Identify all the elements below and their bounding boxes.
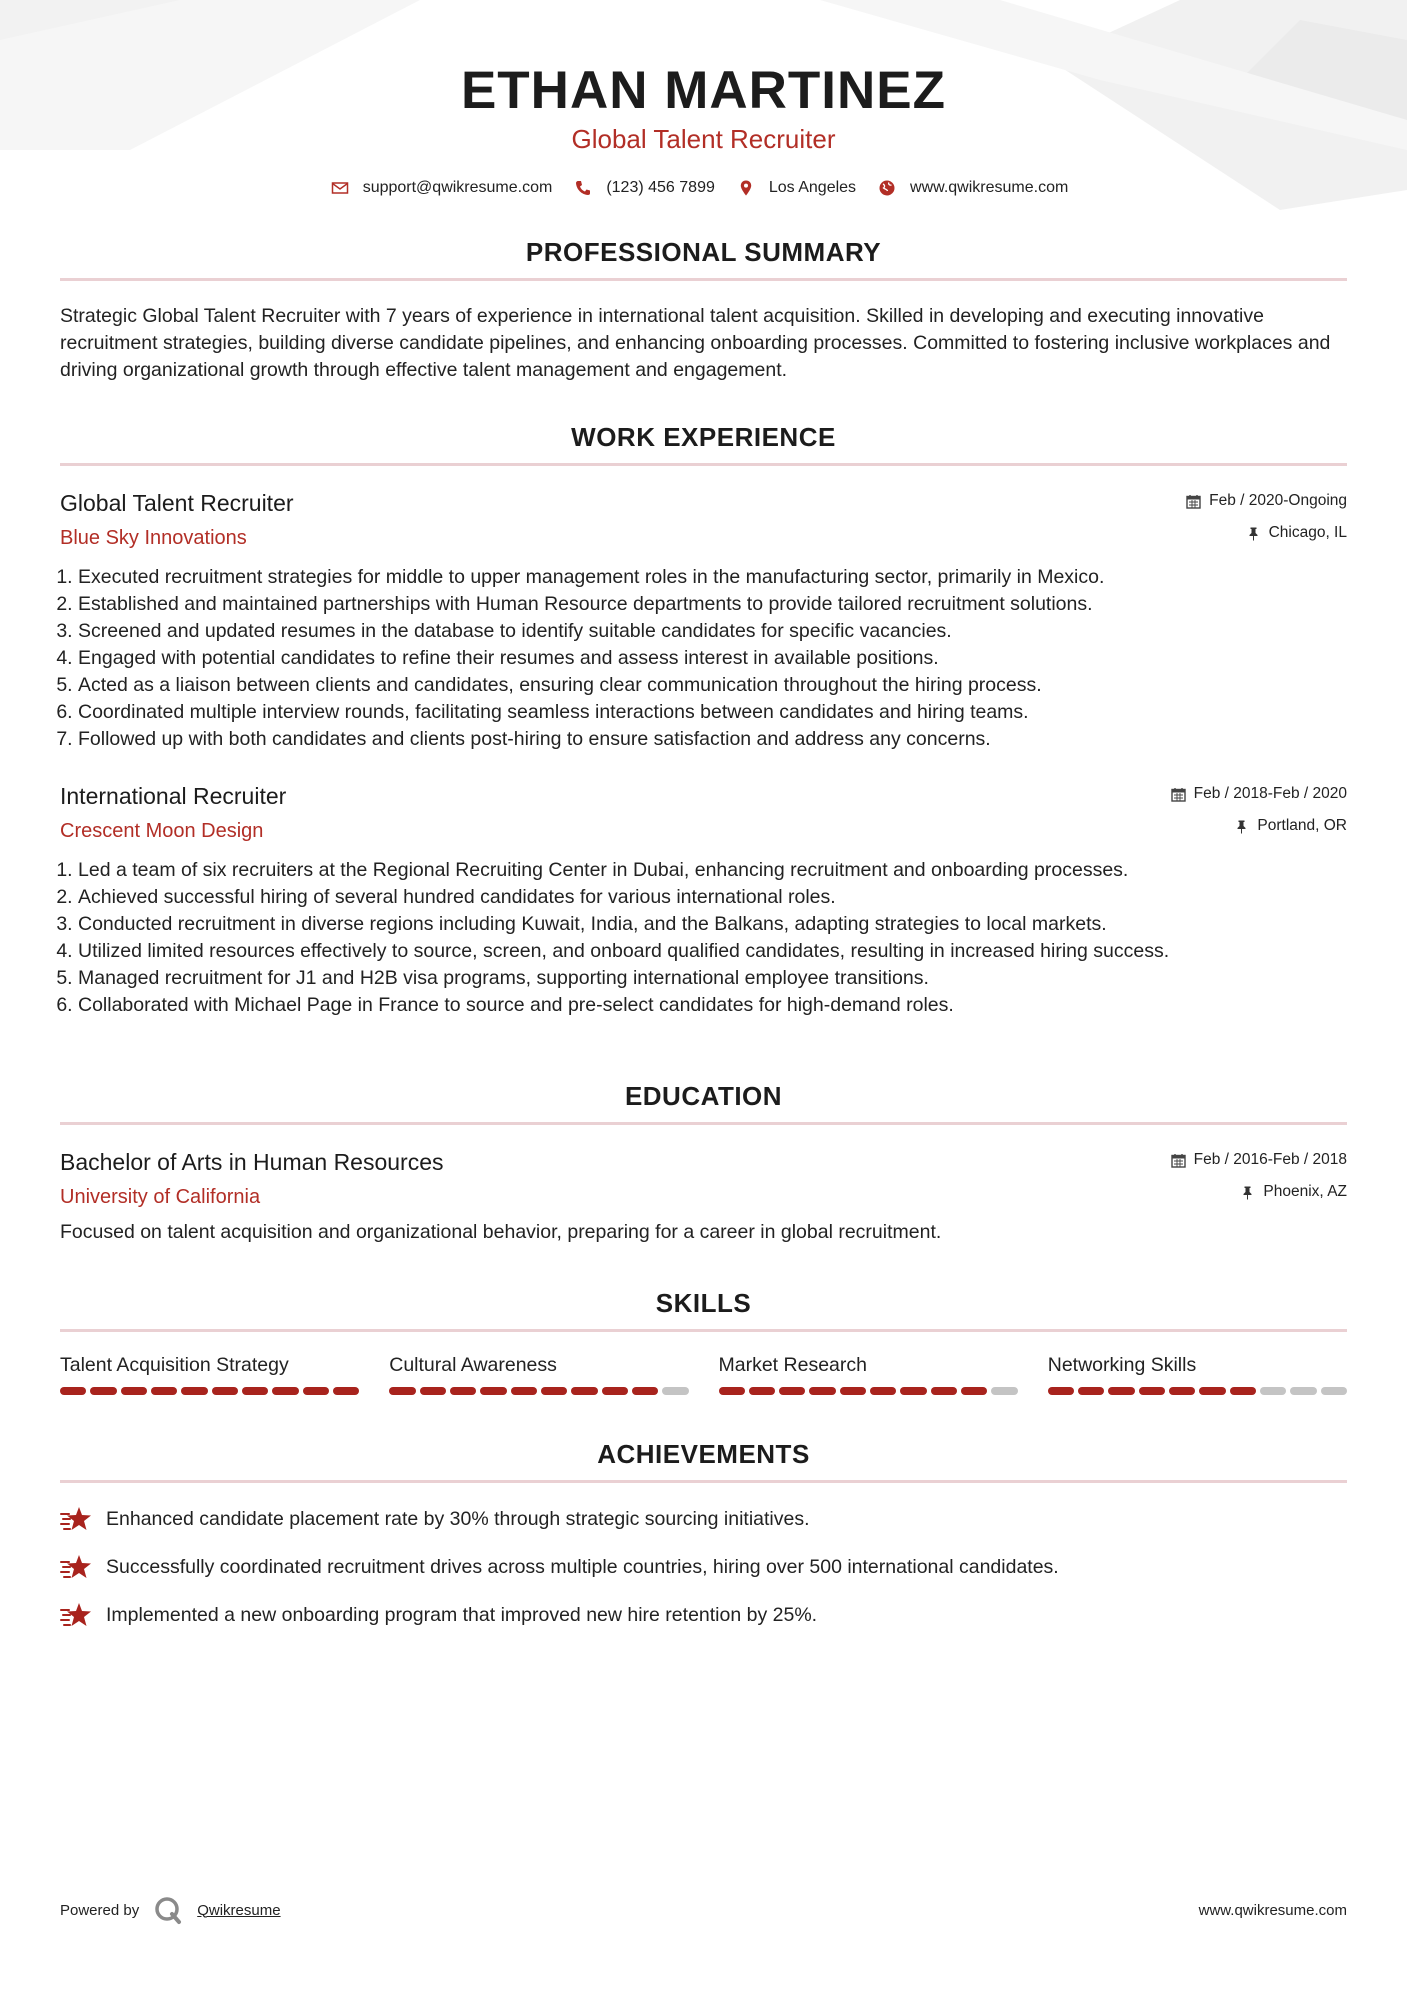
- star-icon: [60, 1553, 94, 1581]
- skill-level-segment: [1108, 1387, 1134, 1395]
- job-entry: [60, 783, 1347, 1019]
- skill-level-segment: [420, 1387, 446, 1395]
- list-item: 1. Led a team of six recruiters at the Regional Recruiting Center in Dubai, enhancing recruitment and onboarding processes.: [78, 857, 1347, 884]
- calendar-icon: [1171, 1153, 1186, 1168]
- skill-item: [389, 1354, 688, 1395]
- job-company: Crescent Moon Design: [60, 820, 264, 842]
- skill-level-segment: [1321, 1387, 1347, 1395]
- qwikresume-link[interactable]: Qwikresume: [197, 1901, 281, 1919]
- summary-heading: PROFESSIONAL SUMMARY: [60, 237, 1347, 281]
- map-pin-icon: [737, 179, 755, 197]
- footer-website[interactable]: www.qwikresume.com: [1198, 1901, 1347, 1919]
- envelope-icon: [331, 179, 349, 197]
- skill-level-segment: [1169, 1387, 1195, 1395]
- skill-level-segment: [181, 1387, 207, 1395]
- skill-level-segment: [1048, 1387, 1074, 1395]
- skill-level-segment: [1139, 1387, 1165, 1395]
- calendar-icon: [1171, 787, 1186, 802]
- list-item: 5. Acted as a liaison between clients and candidates, ensuring clear communication throughout the hiring process.: [78, 672, 1347, 699]
- candidate-title: Global Talent Recruiter: [571, 124, 836, 154]
- skill-level-segment: [212, 1387, 238, 1395]
- list-item: 4. Utilized limited resources effectively to source, screen, and onboard qualified candidates, resulting in increased hiring success.: [78, 938, 1347, 965]
- skills-section: [60, 1288, 1347, 1395]
- skill-level-segment: [541, 1387, 567, 1395]
- skill-level-segment: [480, 1387, 506, 1395]
- list-item: 4. Engaged with potential candidates to refine their resumes and assess interest in available positions.: [78, 645, 1347, 672]
- skill-level-segment: [1078, 1387, 1104, 1395]
- star-icon: [60, 1505, 94, 1533]
- skill-level-segment: [991, 1387, 1017, 1395]
- job-title: International Recruiter: [60, 783, 287, 809]
- skill-level-segment: [719, 1387, 745, 1395]
- powered-by: [60, 1895, 281, 1925]
- skill-level-segment: [602, 1387, 628, 1395]
- contact-website-text: www.qwikresume.com: [910, 179, 1069, 196]
- skill-level-segment: [662, 1387, 688, 1395]
- skill-level-segment: [900, 1387, 926, 1395]
- contact-bar: [60, 179, 1347, 197]
- pushpin-icon: [1240, 1185, 1255, 1200]
- skill-level-segment: [60, 1387, 86, 1395]
- job-bullets: [60, 857, 1347, 1019]
- skill-level-segment: [870, 1387, 896, 1395]
- education-heading: EDUCATION: [60, 1081, 1347, 1125]
- skill-name: Market Research: [718, 1354, 867, 1376]
- achievement-text: Enhanced candidate placement rate by 30% through strategic sourcing initiatives.: [106, 1507, 810, 1530]
- job-dates: Feb / 2018-Feb / 2020: [1193, 785, 1347, 802]
- skill-level-segment: [511, 1387, 537, 1395]
- pushpin-icon: [1234, 819, 1249, 834]
- achievement-item: [60, 1553, 1347, 1581]
- list-item: 6. Collaborated with Michael Page in France to source and pre-select candidates for high-demand roles.: [78, 992, 1347, 1019]
- summary-text: Strategic Global Talent Recruiter with 7 years of experience in international talent acquisition. Skilled in developing and executing innovative recruitment strategies, building diverse candidate pipelines, and enhancing onboarding processes. Committed to fostering inclusive workplaces and driving organizational growth through effective talent management and engagement.: [60, 305, 1331, 381]
- achievement-text: Implemented a new onboarding program that improved new hire retention by 25%.: [106, 1603, 818, 1626]
- skill-level-segment: [1199, 1387, 1225, 1395]
- job-company: Blue Sky Innovations: [60, 527, 247, 549]
- globe-icon: [878, 179, 896, 197]
- skill-item: [60, 1354, 359, 1395]
- achievement-item: [60, 1601, 1347, 1629]
- job-bullets: [60, 564, 1347, 753]
- skill-level-segment: [632, 1387, 658, 1395]
- list-item: 3. Screened and updated resumes in the database to identify suitable candidates for specific vacancies.: [78, 618, 1347, 645]
- skills-heading: SKILLS: [60, 1288, 1347, 1332]
- skill-item: [719, 1354, 1018, 1395]
- powered-by-label: Powered by: [60, 1901, 140, 1919]
- skill-name: Talent Acquisition Strategy: [60, 1354, 289, 1376]
- summary-section: [60, 237, 1347, 384]
- achievements-section: [60, 1439, 1347, 1629]
- skill-level-segment: [389, 1387, 415, 1395]
- education-location: Phoenix, AZ: [1263, 1183, 1347, 1200]
- skill-level-segment: [333, 1387, 359, 1395]
- contact-location: [737, 179, 856, 197]
- contact-email-text: support@qwikresume.com: [362, 179, 553, 196]
- skill-level-segment: [749, 1387, 775, 1395]
- skill-level-bar: [389, 1387, 688, 1395]
- skill-level-bar: [60, 1387, 359, 1395]
- job-location: Portland, OR: [1257, 817, 1347, 834]
- qwikresume-logo-icon: [153, 1895, 183, 1925]
- achievement-text: Successfully coordinated recruitment drives across multiple countries, hiring over 500 international candidates.: [106, 1555, 1059, 1578]
- list-item: 3. Conducted recruitment in diverse regions including Kuwait, India, and the Balkans, adapting strategies to local markets.: [78, 911, 1347, 938]
- school-name: University of California: [60, 1186, 261, 1208]
- skill-level-segment: [961, 1387, 987, 1395]
- list-item: 2. Established and maintained partnerships with Human Resource departments to provide tailored recruitment solutions.: [78, 591, 1347, 618]
- education-section: [60, 1081, 1347, 1244]
- skill-name: Networking Skills: [1047, 1354, 1197, 1376]
- skill-item: [1048, 1354, 1347, 1395]
- candidate-name: ETHAN MARTINEZ: [460, 61, 947, 120]
- experience-section: [60, 422, 1347, 1019]
- resume-header: [60, 0, 1347, 197]
- contact-phone-text: (123) 456 7899: [606, 179, 715, 196]
- star-icon: [60, 1601, 94, 1629]
- job-dates: Feb / 2020-Ongoing: [1209, 492, 1347, 509]
- skill-level-segment: [1230, 1387, 1256, 1395]
- list-item: 2. Achieved successful hiring of several hundred candidates for various international roles.: [78, 884, 1347, 911]
- list-item: 6. Coordinated multiple interview rounds, facilitating seamless interactions between candidates and hiring teams.: [78, 699, 1347, 726]
- experience-heading: WORK EXPERIENCE: [60, 422, 1347, 466]
- achievements-list: [60, 1505, 1347, 1629]
- skill-level-bar: [1048, 1387, 1347, 1395]
- degree-title: Bachelor of Arts in Human Resources: [60, 1149, 444, 1175]
- skill-level-segment: [121, 1387, 147, 1395]
- education-dates: Feb / 2016-Feb / 2018: [1193, 1151, 1347, 1168]
- list-item: 7. Followed up with both candidates and clients post-hiring to ensure satisfaction and address any concerns.: [78, 726, 1347, 753]
- skill-level-segment: [303, 1387, 329, 1395]
- achievement-item: [60, 1505, 1347, 1533]
- contact-location-text: Los Angeles: [768, 179, 857, 196]
- list-item: 5. Managed recruitment for J1 and H2B visa programs, supporting international employee transitions.: [78, 965, 1347, 992]
- phone-icon: [574, 179, 592, 197]
- calendar-icon: [1186, 494, 1201, 509]
- education-description: Focused on talent acquisition and organizational behavior, preparing for a career in global recruitment.: [60, 1221, 942, 1243]
- pushpin-icon: [1246, 526, 1261, 541]
- skill-level-segment: [450, 1387, 476, 1395]
- skill-level-segment: [809, 1387, 835, 1395]
- skills-list: [60, 1354, 1347, 1395]
- job-title: Global Talent Recruiter: [60, 490, 294, 516]
- achievements-heading: ACHIEVEMENTS: [60, 1439, 1347, 1483]
- skill-level-segment: [151, 1387, 177, 1395]
- list-item: 1. Executed recruitment strategies for middle to upper management roles in the manufacturing sector, primarily in Mexico.: [78, 564, 1347, 591]
- skill-name: Cultural Awareness: [389, 1354, 557, 1376]
- page-footer: [60, 1895, 1347, 1925]
- skill-level-segment: [242, 1387, 268, 1395]
- skill-level-segment: [1290, 1387, 1316, 1395]
- skill-level-segment: [779, 1387, 805, 1395]
- skill-level-segment: [1260, 1387, 1286, 1395]
- skill-level-segment: [840, 1387, 866, 1395]
- skill-level-segment: [571, 1387, 597, 1395]
- contact-website[interactable]: [878, 179, 1068, 197]
- skill-level-segment: [90, 1387, 116, 1395]
- contact-phone[interactable]: [574, 179, 715, 197]
- skill-level-segment: [931, 1387, 957, 1395]
- contact-email[interactable]: [331, 179, 553, 197]
- skill-level-segment: [272, 1387, 298, 1395]
- job-entry: [60, 490, 1347, 753]
- job-location: Chicago, IL: [1268, 524, 1347, 541]
- skill-level-bar: [719, 1387, 1018, 1395]
- education-entry: [60, 1149, 1347, 1244]
